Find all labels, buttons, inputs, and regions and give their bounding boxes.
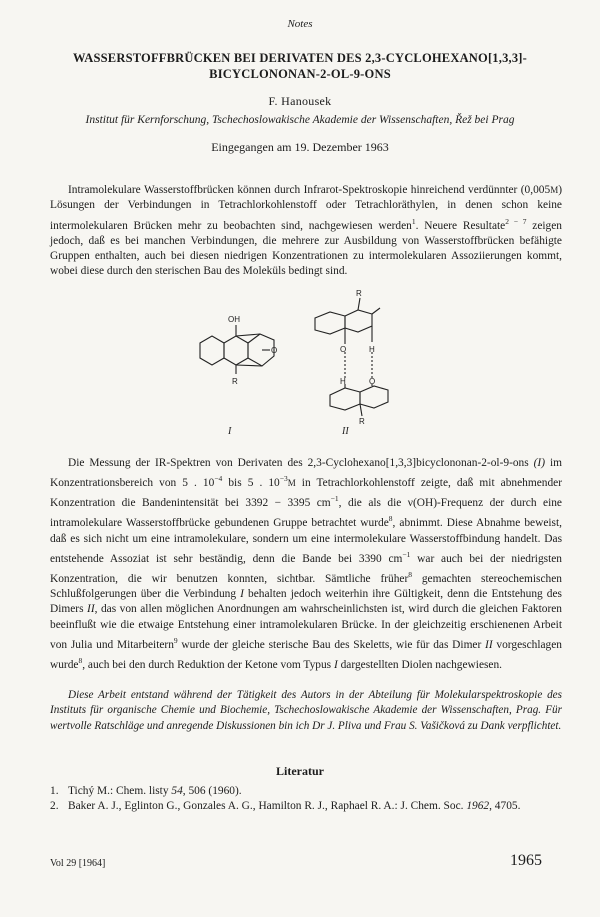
structure-II [315,298,388,416]
structure-I-oh: OH [228,315,240,324]
reference-item [50,784,562,799]
structure-II-h-1: H [369,345,375,354]
p2-ref-8a: 8 [388,514,393,524]
p2-compound-1: (I) [533,457,546,469]
p2-ref-8c: 8 [78,656,83,666]
p2-compound-4: II [485,638,493,651]
paragraph-measurement [50,456,562,673]
reference-item [50,799,562,814]
p2-exp-1: −4 [214,474,223,484]
structure-I [200,325,274,374]
structure-II-o-1: O [340,345,347,354]
reference-number: 2. [50,800,59,813]
p2-text-m: , auch bei den durch Reduktion der Ketone vom Typus [82,658,334,671]
figure-label-II: II [342,426,349,437]
p2-text-k: wurde der gleiche sterische Bau des Skeletts, wie für das Dimer [177,638,486,651]
p2-compound-3: II [87,603,95,616]
p2-exp-2: −3 [279,474,288,484]
p1-text-b: ) Lösungen der Verbindungen in Tetrachlorkohlenstoff oder Tetrachloräthylen, in denen schon keine intermolekularen Brücken mehr zu beobachten sind, nachgewiesen werden [50,184,562,232]
reference-volume: 54 [171,785,183,797]
p1-text-d: zeigen jedoch, daß es bei manchen Verbindungen, die mehrere zur Ausbildung von Wasserstoffbrücken befähigte Gruppen enthalten, auch bei diesen niedrigen Konzentrationen zu intermolekularen Assoziierungen kommt, wobei diese durch den sterischen Bau des Moleküls bedingt sind. [50,219,562,278]
p2-text-g: war auch bei der niedrigsten Konzentration, die wir benutzen konnten, sichtbar. Sämtliche früher [50,552,563,585]
acknowledgement: Diese Arbeit entstand während der Tätigkeit des Autors in der Abteilung für Molekularspektroskopie des Instituts für organische Chemie und Biochemie, Tschechoslowakische Akademie der Wissenschaften, Prag. Für wertvolle Ratschläge und anregende Diskussionen bin ich Dr J. Pliva und Frau S. Vašičková zu Dank verpflichtet. [50,689,562,732]
footer-volume: Vol 29 [1964] [50,858,106,869]
p2-ref-8b: 8 [408,569,413,579]
p2-text-c: bis 5 . 10 [222,477,280,490]
author: F. Hanousek [268,94,332,108]
p2-exp-3: −1 [330,494,339,504]
reference-number: 1. [50,785,59,797]
p2-text-h: gemachten stereochemischen Schlußfolgerungen über die Verbindung [50,572,562,601]
p2-text-a: Die Messung der IR-Spektren von Derivaten des 2,3-Cyclohexano[1,3,3]bicyclononan-2-ol-9-ons [68,457,534,469]
reference-text-end: , 4705. [489,800,521,813]
reference-text: Tichý M.: Chem. listy [68,785,172,797]
p2-ref-9: 9 [173,635,178,645]
p2-compound-2: I [240,588,244,601]
structure-II-o-2: O [369,377,376,386]
page-number: 1965 [510,852,542,869]
reference-volume: 1962 [466,800,490,813]
p2-text-b: im Konzentrationsbereich von 5 . 10 [50,457,562,490]
structure-I-o: O [271,346,278,355]
p2-text-d: in Tetrachlorkohlenstoff zeigte, daß mit abnehmender Konzentration die Bandenintensität bei 3392 − 3395 cm [50,477,563,510]
p2-text-l: vorgeschlagen wurde [50,638,562,671]
reference-text: Baker A. J., Eglinton G., Gonzales A. G., Hamilton R. J., Raphael R. A.: J. Chem. Soc. [68,800,467,813]
structure-I-r: R [232,377,238,386]
p2-unit: M [287,478,296,489]
p1-ref-1: 1 [411,216,416,226]
p1-ref-2: 2 − 7 [505,216,527,226]
affiliation: Institut für Kernforschung, Tschechoslowakische Akademie der Wissenschaften, Řež bei Prag [85,114,515,126]
p1-unit: M [550,185,559,195]
title-line-1: WASSERSTOFFBRÜCKEN BEI DERIVATEN DES 2,3-CYCLOHEXANO[1,3,3]- [72,51,528,65]
structure-II-r-top: R [356,289,362,298]
p2-text-n: dargestellten Diolen nachgewiesen. [337,658,503,671]
received-date: Eingegangen am 19. Dezember 1963 [211,140,389,154]
p2-text-j: , das von allen möglichen Anordnungen am wahrscheinlichsten ist, wird durch die gleichen Faktoren beeinflußt wie die etwaige Entstehung einer intramolekularen Brücke. In der gleichzeitig erschienenen Arbeit von Julia und Mitarbeitern [50,603,562,651]
title-line-2: BICYCLONONAN-2-OL-9-ONS [209,67,391,81]
literature-heading: Literatur [276,764,324,778]
running-head: Notes [287,18,313,30]
p1-text-a: Intramolekulare Wasserstoffbrücken können durch Infrarot-Spektroskopie hinreichend verdünnter (0,005 [68,184,551,196]
p2-exp-4: −1 [402,549,411,559]
structure-II-h-2: H [340,377,346,386]
reference-text-end: , 506 (1960). [182,785,242,797]
p2-text-i: behalten jedoch weiterhin ihre Gültigkeit, denn die Entstehung des Dimers [50,588,562,616]
figure-label-I: I [228,426,232,437]
p1-text-c: . Neuere Resultate [415,219,506,232]
p2-text-e: , die als die ν(OH)-Frequenz der durch eine intramolekulare Wasserstoffbrücke gebundenen Gruppe betrachtet wurde [50,497,562,530]
p2-text-f: , abnimmt. Diese Abnahme beweist, daß es sich nicht um eine intramolekulare, sondern um eine intermolekulare Wasserstoffbindung handelt. Das entstehende Assoziat ist sehr beständig, denn die Bande bei 3390 cm [50,517,562,565]
p2-compound-5: I [333,658,338,671]
reference-list [50,784,562,815]
structure-II-r-bottom: R [359,417,365,426]
